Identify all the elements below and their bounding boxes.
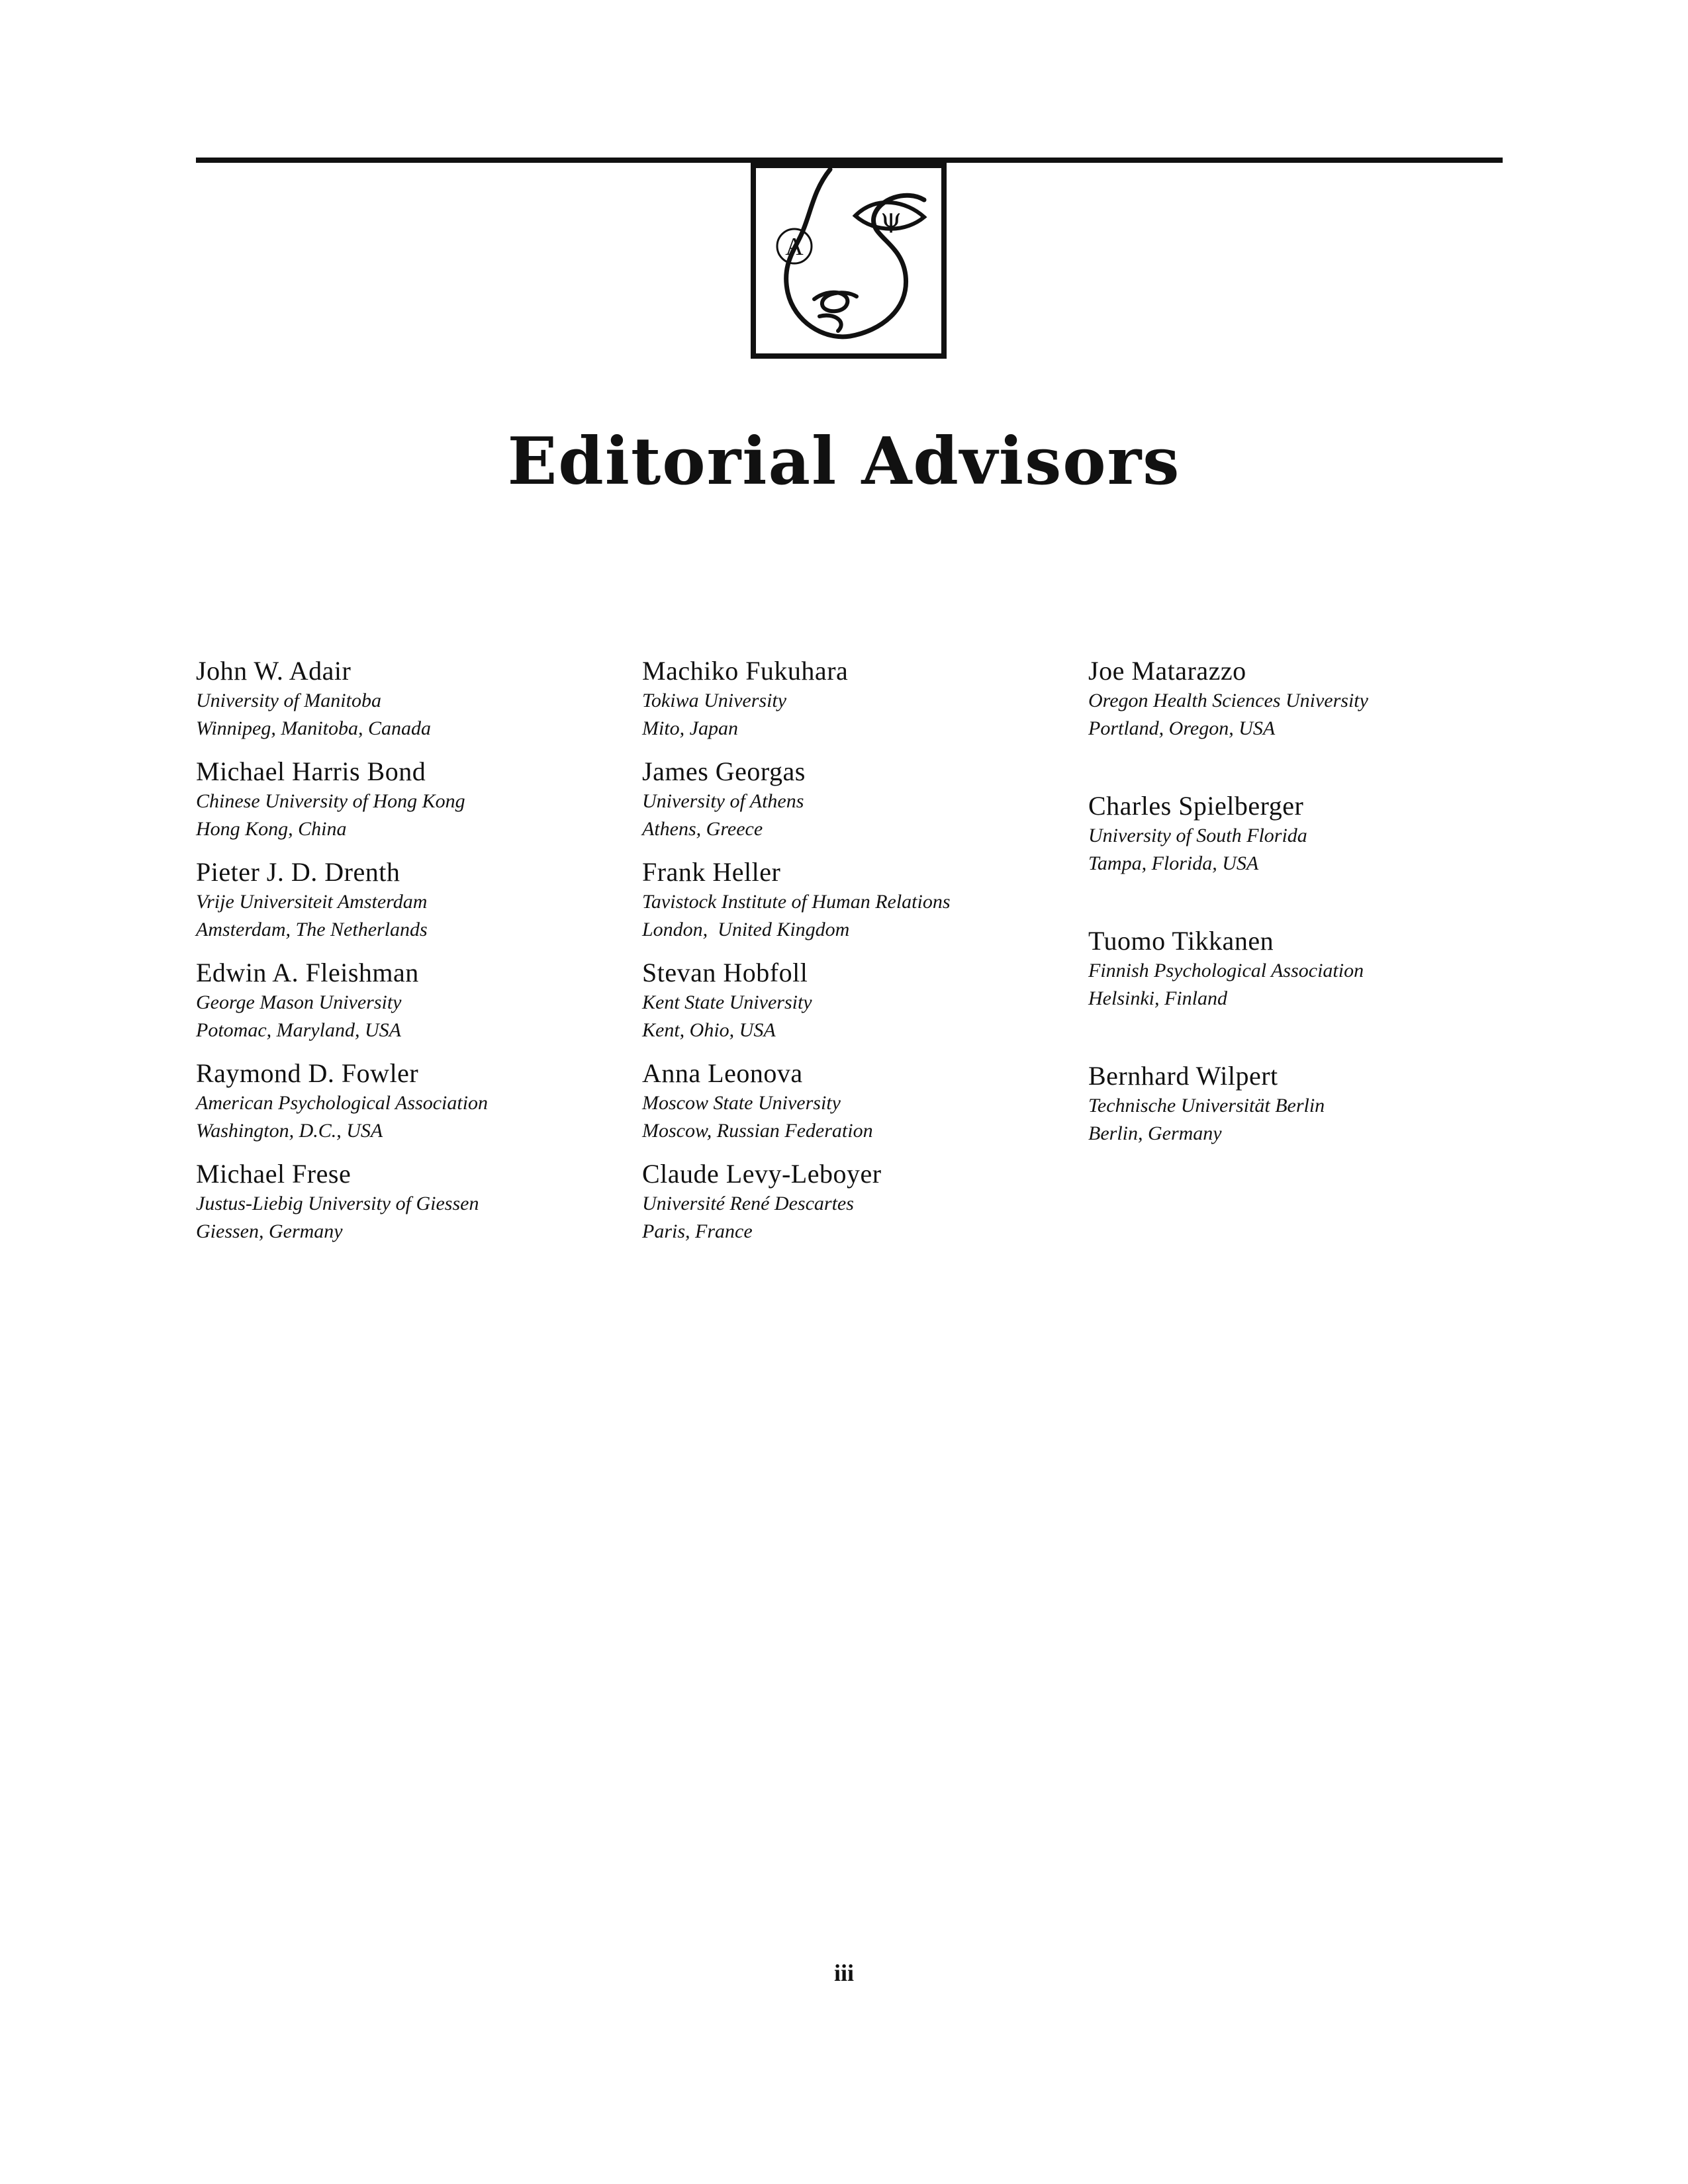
advisor-location: Amsterdam, The Netherlands	[196, 919, 428, 940]
advisor-name: Michael Harris Bond	[196, 756, 426, 786]
advisor-entry	[642, 1058, 1066, 1145]
advisor-institution: Finnish Psychological Association	[1088, 960, 1364, 981]
advisor-institution: University of South Florida	[1088, 825, 1307, 846]
advisor-location: Washington, D.C., USA	[196, 1120, 383, 1142]
logo-letter-a: A	[785, 233, 804, 261]
face-profile-logo	[751, 163, 947, 359]
advisor-entry	[196, 655, 620, 743]
advisor-institution: University of Manitoba	[196, 690, 381, 711]
advisor-institution: Tavistock Institute of Human Relations	[642, 891, 951, 913]
advisor-location: Paris, France	[642, 1220, 753, 1242]
advisor-location: Athens, Greece	[642, 818, 763, 840]
advisor-institution: Chinese University of Hong Kong	[196, 790, 465, 812]
advisor-entry	[642, 1158, 1066, 1246]
advisor-entry	[1088, 1060, 1512, 1148]
advisor-entry	[642, 655, 1066, 743]
advisor-location: Giessen, Germany	[196, 1220, 343, 1242]
advisor-location: London, United Kingdom	[642, 919, 850, 940]
advisor-entry	[1088, 925, 1512, 1013]
advisor-location: Hong Kong, China	[196, 818, 347, 840]
advisor-institution: Vrije Universiteit Amsterdam	[196, 891, 428, 913]
advisor-name: Joe Matarazzo	[1088, 656, 1246, 686]
advisor-name: Pieter J. D. Drenth	[196, 857, 400, 887]
page-number: iii	[833, 1960, 854, 1986]
advisor-name: Anna Leonova	[642, 1058, 803, 1088]
advisor-name: Stevan Hobfoll	[642, 958, 808, 987]
advisor-location: Mito, Japan	[642, 717, 738, 739]
advisor-location: Kent, Ohio, USA	[642, 1019, 776, 1041]
advisor-name: John W. Adair	[196, 656, 352, 686]
advisor-location: Potomac, Maryland, USA	[196, 1019, 401, 1041]
top-rule	[196, 158, 1503, 163]
advisor-name: Michael Frese	[196, 1159, 352, 1189]
advisor-name: Tuomo Tikkanen	[1088, 926, 1274, 956]
advisor-institution: Technische Universität Berlin	[1088, 1095, 1325, 1116]
advisor-institution: George Mason University	[196, 991, 402, 1013]
advisor-name: Bernhard Wilpert	[1088, 1061, 1278, 1091]
advisor-institution: Université René Descartes	[642, 1193, 854, 1214]
advisor-institution: Justus-Liebig University of Giessen	[196, 1193, 479, 1214]
advisor-location: Tampa, Florida, USA	[1088, 852, 1259, 874]
advisor-institution: Tokiwa University	[642, 690, 787, 711]
advisor-entry	[1088, 655, 1512, 743]
advisor-name: Claude Levy-Leboyer	[642, 1159, 882, 1189]
advisor-location: Helsinki, Finland	[1088, 987, 1227, 1009]
advisor-entry	[196, 957, 620, 1044]
advisor-entry	[196, 1158, 620, 1246]
advisor-entry	[196, 756, 620, 843]
advisor-entry	[642, 856, 1066, 944]
advisor-name: James Georgas	[642, 756, 806, 786]
advisor-location: Portland, Oregon, USA	[1088, 717, 1276, 739]
advisor-institution: American Psychological Association	[196, 1092, 489, 1114]
advisor-entry	[642, 756, 1066, 843]
advisor-location: Winnipeg, Manitoba, Canada	[196, 717, 431, 739]
logo-letter-psi: ψ	[880, 203, 902, 234]
advisor-name: Machiko Fukuhara	[642, 656, 849, 686]
advisor-name: Raymond D. Fowler	[196, 1058, 419, 1088]
advisor-entry	[196, 1058, 620, 1145]
advisor-entry	[642, 957, 1066, 1044]
advisor-institution: Moscow State University	[642, 1092, 841, 1114]
page-title: Editorial Advisors	[507, 424, 1181, 500]
advisor-name: Charles Spielberger	[1088, 791, 1304, 821]
advisor-institution: Kent State University	[642, 991, 812, 1013]
advisor-institution: University of Athens	[642, 790, 804, 812]
advisor-location: Berlin, Germany	[1088, 1122, 1222, 1144]
advisor-name: Frank Heller	[642, 857, 781, 887]
advisor-name: Edwin A. Fleishman	[196, 958, 419, 987]
advisor-entry	[196, 856, 620, 944]
advisor-institution: Oregon Health Sciences University	[1088, 690, 1368, 711]
advisor-location: Moscow, Russian Federation	[642, 1120, 873, 1142]
advisor-entry	[1088, 790, 1512, 878]
